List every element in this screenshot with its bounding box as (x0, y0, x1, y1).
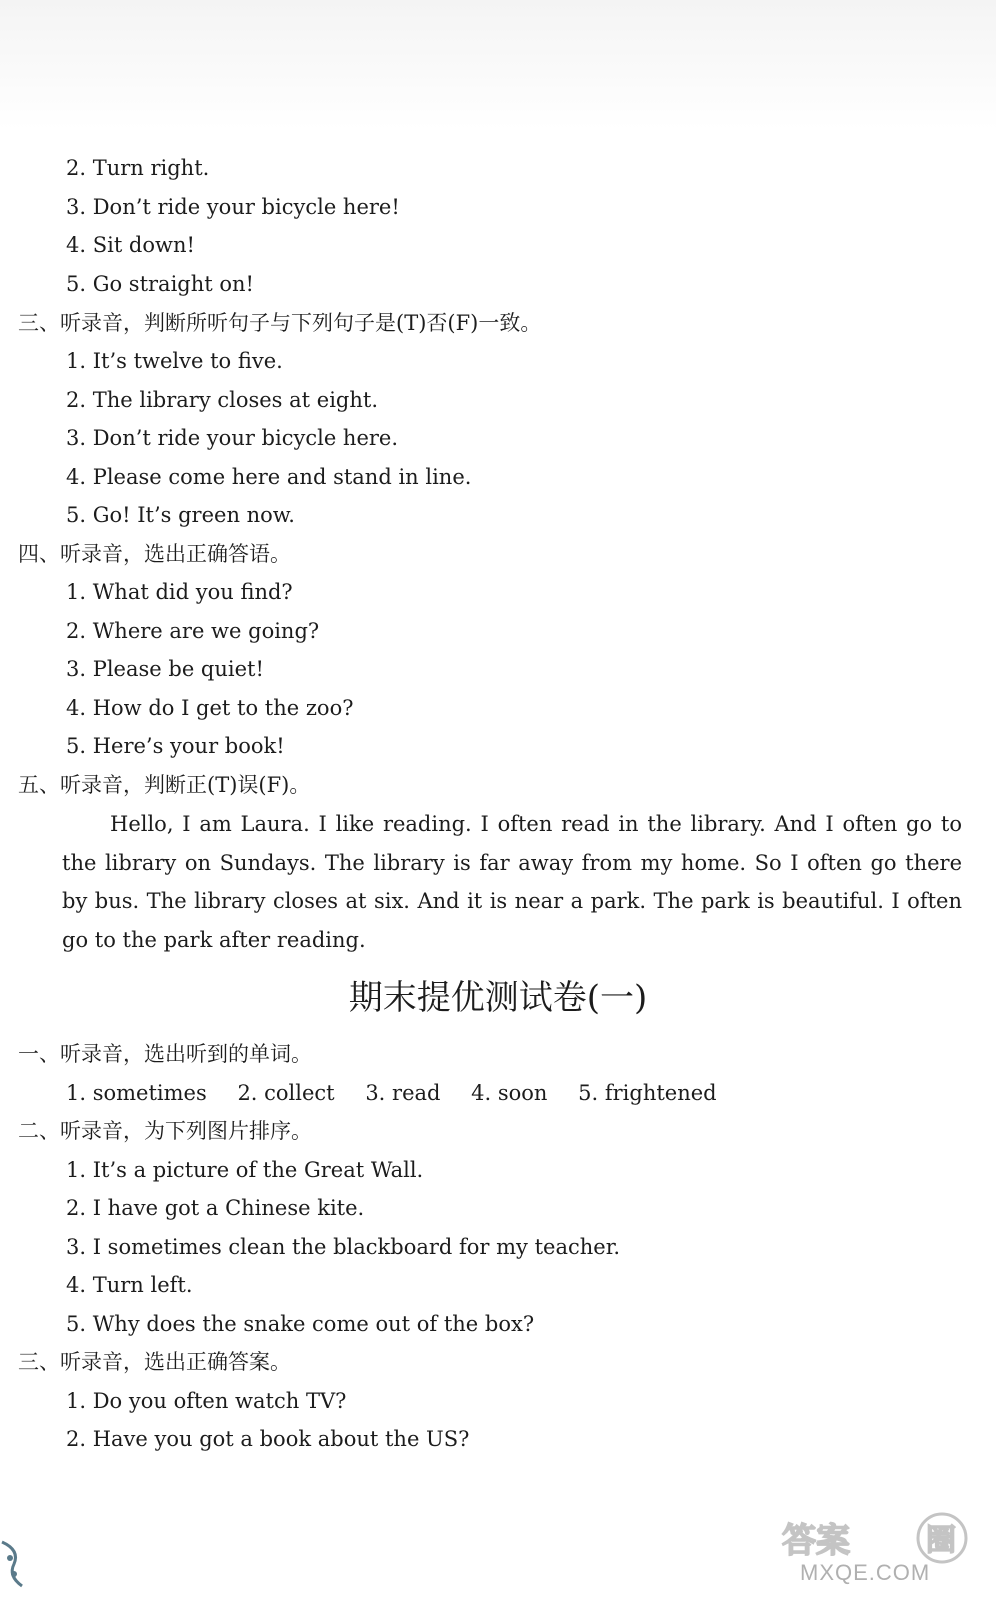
list-item: 2. Where are we going? (66, 619, 320, 643)
list-item: 1. What did you find? (66, 580, 293, 604)
section-heading: 五、听录音，判断正(T)误(F)。 (18, 773, 311, 797)
list-item: 3. I sometimes clean the blackboard for my teacher. (66, 1235, 621, 1259)
word-item: 3. read (365, 1081, 441, 1105)
list-item: 3. Please be quiet! (66, 657, 264, 681)
list-item: 4. Please come here and stand in line. (66, 465, 472, 489)
list-item: 3. Don’t ride your bicycle here. (66, 426, 399, 450)
list-item: 4. How do I get to the zoo? (66, 696, 354, 720)
corner-ornament-icon (0, 1540, 30, 1590)
word-item: 4. soon (471, 1081, 548, 1105)
list-item: 3. Don’t ride your bicycle here! (66, 195, 400, 219)
section-heading: 二、听录音，为下列图片排序。 (18, 1119, 312, 1143)
list-item: 1. It’s twelve to five. (66, 349, 283, 373)
svg-text:圈: 圈 (926, 1523, 956, 1558)
scan-shadow (0, 0, 996, 130)
word-list (66, 1079, 741, 1107)
list-item: 2. I have got a Chinese kite. (66, 1196, 365, 1220)
reading-paragraph: Hello, I am Laura. I like reading. I often read in the library. And I often go to the library on Sundays. The library is far away from my home. So I often go there by bus. The library closes at six. And it is near a park. The park is beautiful. I often go to the park after reading. (62, 812, 962, 952)
watermark-text: MXQE.COM (800, 1560, 931, 1585)
list-item: 2. Have you got a book about the US? (66, 1427, 470, 1451)
section-heading: 三、听录音，判断所听句子与下列句子是(T)否(F)一致。 (18, 311, 542, 335)
list-item: 2. The library closes at eight. (66, 388, 378, 412)
section-heading: 三、听录音，选出正确答案。 (18, 1350, 291, 1374)
section-heading: 一、听录音，选出听到的单词。 (18, 1042, 312, 1066)
section-heading: 四、听录音，选出正确答语。 (18, 542, 291, 566)
page-title: 期末提优测试卷(一) (348, 978, 648, 1018)
svg-text:答案: 答案 (782, 1521, 850, 1561)
list-item: 5. Go straight on! (66, 272, 254, 296)
list-item: 1. It’s a picture of the Great Wall. (66, 1158, 424, 1182)
word-item: 5. frightened (578, 1081, 717, 1105)
list-item: 4. Sit down! (66, 233, 195, 257)
list-item: 5. Why does the snake come out of the box? (66, 1312, 535, 1336)
list-item: 4. Turn left. (66, 1273, 193, 1297)
list-item: 2. Turn right. (66, 156, 210, 180)
list-item: 1. Do you often watch TV? (66, 1389, 347, 1413)
list-item: 5. Here’s your book! (66, 734, 285, 758)
word-item: 1. sometimes (66, 1081, 207, 1105)
word-item: 2. collect (237, 1081, 335, 1105)
list-item: 5. Go! It’s green now. (66, 503, 295, 527)
